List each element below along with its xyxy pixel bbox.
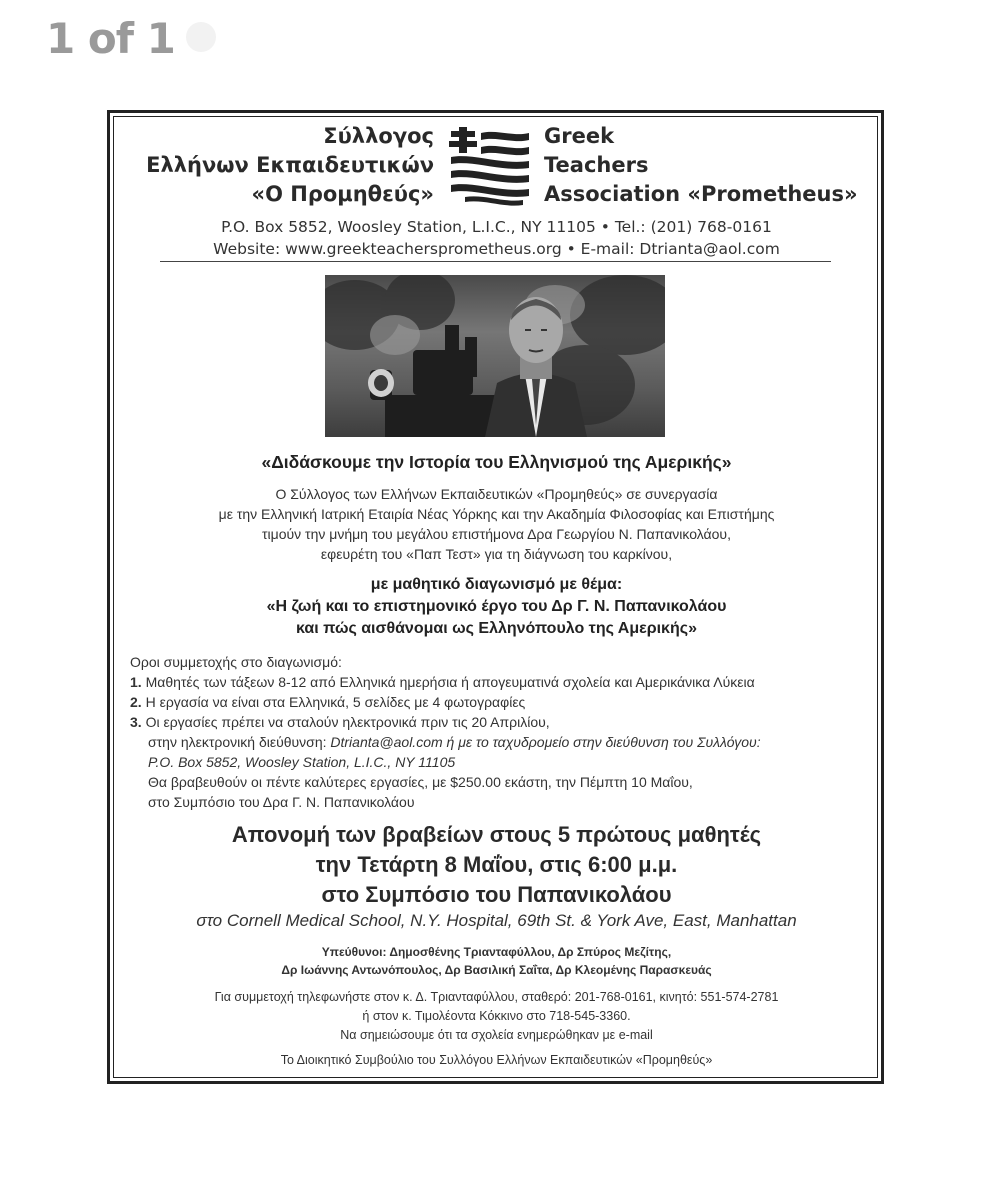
venue-line: στο Cornell Medical School, N.Y. Hospital, 69th St. & York Ave, East, Manhattan — [196, 911, 797, 930]
participation-info — [120, 988, 873, 1045]
intro-line-3: τιμούν την μνήμη του μεγάλου επιστήμονα Δρα Γεωργίου Ν. Παπανικολάου, — [262, 526, 731, 542]
greek-name-line-1: Σύλλογος — [323, 124, 434, 148]
greek-flag-logo-icon — [445, 127, 535, 207]
terms-item-2 — [130, 692, 761, 712]
terms-address-prefix: στην ηλεκτρονική διεύθυνση: — [148, 734, 331, 750]
participation-line-1: Για συμμετοχή τηλεφωνήστε στον κ. Δ. Τριανταφύλλου, σταθερό: 201-768-0161, κινητό: 551-574-2781 — [214, 990, 779, 1004]
english-name-line-3: Association «Prometheus» — [544, 182, 858, 206]
viewer-control-icon[interactable] — [186, 22, 216, 52]
terms-item-2-text: Η εργασία να είναι στα Ελληνικά, 5 σελίδες με 4 φωτογραφίες — [145, 694, 526, 710]
page-indicator: 1 of 1 — [46, 14, 175, 63]
contest-line-1: με μαθητικό διαγωνισμό με θέμα: — [370, 576, 623, 593]
intro-paragraph — [120, 484, 873, 564]
greek-name-line-3: «Ο Προμηθεύς» — [251, 182, 434, 206]
contact-postal-line: P.O. Box 5852, Woosley Station, L.I.C., NY 11105 • Tel.: (201) 768-0161 — [221, 218, 772, 236]
terms-section — [130, 652, 761, 812]
intro-line-2: με την Ελληνική Ιατρική Εταιρία Νέας Υόρκης και την Ακαδημία Φιλοσοφίας και Επιστήμης — [218, 506, 775, 522]
intro-line-4: εφευρέτη του «Παπ Τεστ» για τη διάγνωση του καρκίνου, — [320, 546, 673, 562]
terms-item-3-number: 3. — [130, 714, 142, 730]
terms-item-2-number: 2. — [130, 694, 142, 710]
terms-awards-line: Θα βραβευθούν οι πέντε καλύτερες εργασίες, με $250.00 εκάστη, την Πέμπτη 10 Μαΐου, — [148, 774, 693, 790]
terms-address-line — [130, 732, 761, 752]
ceremony-line-2: την Τετάρτη 8 Μαΐου, στις 6:00 μ.μ. — [315, 852, 678, 877]
terms-item-1-number: 1. — [130, 674, 142, 690]
ceremony-line-1: Απονομή των βραβείων στους 5 πρώτους μαθητές — [231, 822, 762, 847]
ceremony-line-3: στο Συμπόσιο του Παπανικολάου — [321, 882, 672, 907]
english-name-line-2: Teachers — [544, 153, 649, 177]
association-name-english — [544, 122, 858, 209]
intro-line-1: Ο Σύλλογος των Ελλήνων Εκπαιδευτικών «Προμηθεύς» σε συνεργασία — [275, 486, 718, 502]
contest-line-2: «Η ζωή και το επιστημονικό έργο του Δρ Γ. Ν. Παπανικολάου — [266, 598, 727, 615]
header-divider — [160, 261, 831, 262]
responsible-line-1: Υπεύθυνοι: Δημοσθένης Τριανταφύλλου, Δρ Σπύρος Μεζίτης, — [321, 945, 672, 959]
terms-item-1 — [130, 672, 761, 692]
responsible-persons — [120, 943, 873, 979]
english-name-line-1: Greek — [544, 124, 615, 148]
responsible-line-2: Δρ Ιωάννης Αντωνόπουλος, Δρ Βασιλική Σαΐτα, Δρ Κλεομένης Παρασκευάς — [281, 963, 712, 977]
association-name-greek — [146, 122, 434, 209]
main-headline: «Διδάσκουμε την Ιστορία του Ελληνισμού της Αμερικής» — [261, 452, 732, 472]
greek-name-line-2: Ελλήνων Εκπαιδευτικών — [146, 153, 434, 177]
contest-line-3: και πώς αισθάνομαι ως Ελληνόπουλο της Αμερικής» — [296, 620, 697, 637]
participation-line-2: ή στον κ. Τιμολέοντα Κόκκινο στο 718-545-3360. — [362, 1009, 631, 1023]
terms-title: Οροι συμμετοχής στο διαγωνισμό: — [130, 654, 342, 670]
terms-item-1-text: Μαθητές των τάξεων 8-12 από Ελληνικά ημερήσια ή απογευματινά σχολεία και Αμερικάνικα Λύκεια — [145, 674, 755, 690]
terms-po-box: P.O. Box 5852, Woosley Station, L.I.C., NY 11105 — [148, 754, 456, 770]
portrait-photo — [325, 275, 665, 437]
participation-line-3: Να σημειώσουμε ότι τα σχολεία ενημερώθηκαν με e-mail — [340, 1028, 653, 1042]
terms-symposium-line: στο Συμπόσιο του Δρα Γ. Ν. Παπανικολάου — [148, 794, 415, 810]
contact-web-line: Website: www.greekteachersprometheus.org • E-mail: Dtrianta@aol.com — [213, 240, 780, 258]
terms-item-3 — [130, 712, 761, 732]
board-signature: Το Διοικητικό Συμβούλιο του Συλλόγου Ελλήνων Εκπαιδευτικών «Προμηθεύς» — [280, 1053, 713, 1067]
ceremony-announcement — [120, 820, 873, 910]
contest-topic — [120, 574, 873, 640]
terms-item-3-text: Οι εργασίες πρέπει να σταλούν ηλεκτρονικά πριν τις 20 Απριλίου, — [145, 714, 550, 730]
terms-address-italic: Dtrianta@aol.com ή με το ταχυδρομείο στην διεύθυνση του Συλλόγου: — [330, 734, 761, 750]
